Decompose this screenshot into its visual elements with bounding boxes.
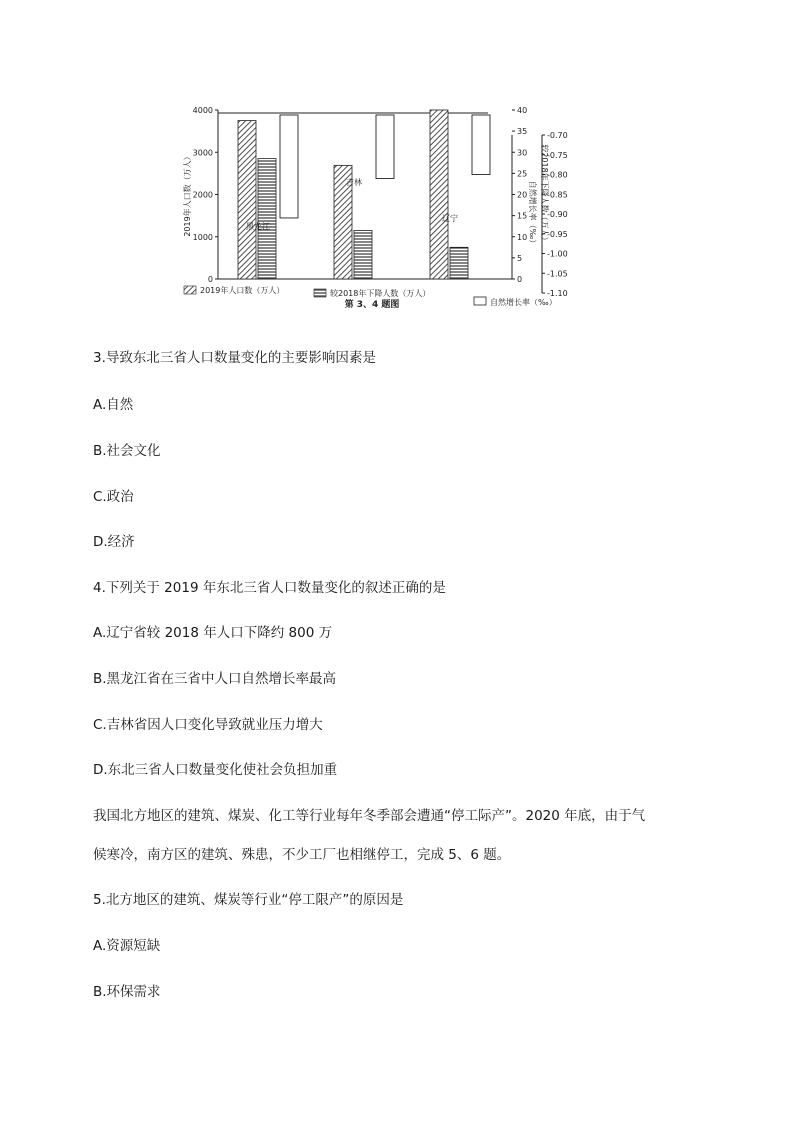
passage-line-2: 候寒冷，南方区的建筑、殊患，不少工厂也相继停工，完成 5、6 题。 — [93, 847, 511, 863]
legend-label-rate: 自然增长率（‰） — [490, 298, 557, 307]
left-tick-label: 0 — [207, 275, 213, 284]
right-decline-tick-label: 25 — [517, 169, 528, 179]
left-tick-label: 4000 — [192, 106, 213, 115]
question-5-option-a[interactable]: A.资源短缺 — [93, 938, 161, 954]
right-decline-tick-label: 0 — [517, 275, 523, 284]
right-decline-tick-label: 35 — [517, 127, 528, 137]
right-decline-tick-label: 10 — [517, 232, 528, 242]
legend-label-population: 2019年人口数（万人） — [200, 286, 285, 295]
question-5-option-b[interactable]: B.环保需求 — [93, 984, 161, 1000]
rate-tick-label: -0.85 — [547, 190, 568, 200]
question-5-stem: 5.北方地区的建筑、煤炭等行业“停工限产”的原因是 — [93, 892, 404, 908]
legend-swatch-population — [184, 286, 196, 294]
right-decline-axis-label: 较2018年下降人数（万人） — [540, 144, 549, 245]
rate-tick-label: -1.05 — [547, 269, 568, 279]
population-chart — [176, 88, 598, 326]
right-decline-tick-label: 20 — [517, 190, 528, 200]
left-tick-label: 3000 — [192, 148, 213, 158]
left-tick-label: 1000 — [192, 232, 213, 242]
left-tick-label: 2000 — [192, 190, 213, 200]
rate-tick-label: -1.00 — [547, 249, 568, 259]
category-label: 吉林 — [346, 178, 362, 187]
question-3-option-c[interactable]: C.政治 — [93, 489, 134, 505]
bar-population — [238, 121, 256, 279]
question-4-option-b[interactable]: B.黑龙江省在三省中人口自然增长率最高 — [93, 671, 337, 687]
rate-tick-label: -0.75 — [547, 150, 568, 160]
bar-natural-growth-rate — [472, 115, 490, 175]
question-3-option-a[interactable]: A.自然 — [93, 397, 134, 413]
rate-tick-label: -0.80 — [547, 170, 568, 180]
right-decline-tick-label: 15 — [517, 211, 528, 221]
bar-decline — [354, 230, 372, 279]
category-label: 辽宁 — [442, 214, 458, 223]
rate-tick-label: -0.70 — [547, 131, 568, 140]
bar-natural-growth-rate — [280, 115, 298, 218]
question-4-stem: 4.下列关于 2019 年东北三省人口数量变化的叙述正确的是 — [93, 580, 446, 596]
rate-tick-label: -0.95 — [547, 229, 568, 239]
question-4-option-d[interactable]: D.东北三省人口数量变化使社会负担加重 — [93, 762, 338, 778]
bar-decline — [258, 159, 276, 279]
left-axis-label: 2019年人口数（万人） — [183, 152, 192, 237]
bar-decline — [450, 247, 468, 279]
legend-swatch-decline — [314, 289, 326, 297]
question-3-stem: 3.导致东北三省人口数量变化的主要影响因素是 — [93, 350, 376, 366]
figure-caption: 第 3、4 题图 — [344, 300, 400, 310]
right-decline-tick-label: 30 — [517, 148, 528, 158]
bar-natural-growth-rate — [376, 115, 394, 178]
bar-population — [430, 110, 448, 279]
rate-tick-label: -0.90 — [547, 210, 568, 219]
chart-figure — [176, 88, 598, 326]
right-decline-tick-label: 5 — [517, 253, 523, 263]
category-label: 黑龙江 — [246, 222, 270, 231]
right-decline-tick-label: 40 — [517, 106, 528, 115]
legend-label-decline: 较2018年下降人数（万人） — [330, 289, 431, 298]
question-4-option-a[interactable]: A.辽宁省较 2018 年人口下降约 800 万 — [93, 625, 333, 641]
legend-swatch-rate — [474, 297, 486, 305]
passage-line-1: 我国北方地区的建筑、煤炭、化工等行业每年冬季部会遭通“停工际产”。2020 年底，由于气 — [93, 808, 646, 824]
question-4-option-c[interactable]: C.吉林省因人口变化导致就业压力增大 — [93, 717, 323, 733]
question-3-option-b[interactable]: B.社会文化 — [93, 443, 161, 459]
rate-tick-label: -1.10 — [547, 289, 568, 298]
rate-axis-label: 自然增长率（‰） — [528, 180, 537, 248]
question-3-option-d[interactable]: D.经济 — [93, 534, 135, 550]
